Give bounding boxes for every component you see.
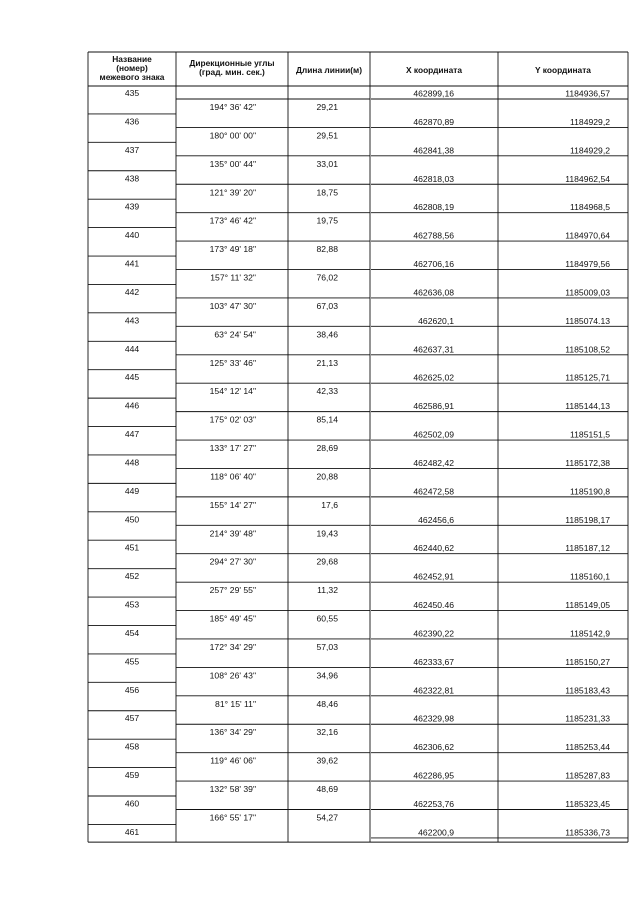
point-y: 1185198,17 [565, 514, 610, 525]
point-x: 462200,9 [418, 827, 454, 838]
segment-angle: 155° 14' 27" [209, 499, 256, 510]
point-y: 1184936,57 [565, 88, 610, 99]
point-y: 1184929,2 [570, 116, 610, 127]
segment-length: 34,96 [316, 670, 338, 681]
point-y: 1185287,83 [565, 770, 610, 781]
point-y: 1184929,2 [570, 145, 610, 156]
segment-angle: 81° 15' 11" [215, 698, 256, 709]
segment-length: 33,01 [316, 158, 338, 169]
segment-angle: 257° 29' 55" [209, 585, 256, 596]
segment-length: 76,02 [316, 272, 338, 283]
point-x: 462636,08 [413, 287, 454, 298]
segment-length: 82,88 [316, 244, 338, 255]
point-name: 459 [124, 770, 140, 781]
segment-angle: 119° 46' 06" [210, 755, 256, 766]
point-x: 462472,58 [413, 486, 454, 497]
segment-angle: 135° 00' 44" [209, 158, 256, 169]
point-y: 1185231,33 [565, 713, 610, 724]
point-name: 442 [124, 286, 140, 297]
point-x: 462390,22 [413, 628, 454, 639]
point-name: 449 [124, 485, 140, 496]
point-y: 1185108,52 [565, 344, 610, 355]
segment-angle: 173° 49' 18" [209, 244, 256, 255]
segment-length: 19,75 [316, 215, 338, 226]
point-y: 1184970,64 [565, 230, 610, 241]
segment-angle: 166° 55' 17" [209, 812, 256, 823]
point-y: 1185253,44 [565, 742, 610, 753]
point-name: 451 [124, 542, 140, 553]
point-y: 1185125,71 [565, 372, 610, 383]
point-x: 462482,42 [413, 457, 454, 468]
segment-length: 60,55 [316, 613, 338, 624]
header-length: Длина линии(м) [295, 65, 363, 75]
point-y: 1185172,38 [565, 457, 610, 468]
point-y: 1185183,43 [565, 685, 610, 696]
segment-angle: 133° 17' 27" [209, 443, 256, 454]
point-x: 462818,03 [413, 173, 454, 184]
point-name: 460 [124, 798, 140, 809]
point-y: 1185151,5 [570, 429, 610, 440]
point-y: 1185190,8 [570, 486, 610, 497]
segment-length: 11,32 [317, 585, 338, 596]
segment-angle: 173° 46' 42" [209, 215, 256, 226]
point-x: 462706,16 [413, 259, 454, 270]
segment-angle: 103° 47' 30" [209, 300, 256, 311]
point-y: 1185074.13 [565, 315, 610, 326]
header-angle: (град. мин. сек.) [199, 67, 265, 77]
point-x: 462586,91 [413, 401, 454, 412]
segment-angle: 185° 49' 45" [209, 613, 256, 624]
header-name: (номер) [116, 63, 148, 73]
segment-length: 18,75 [316, 187, 338, 198]
segment-length: 21,13 [316, 357, 338, 368]
segment-length: 42,33 [316, 386, 338, 397]
point-x: 462253,76 [413, 799, 454, 809]
segment-angle: 194° 36' 42" [209, 102, 256, 112]
segment-length: 20,88 [316, 471, 338, 482]
segment-length: 29,21 [316, 102, 338, 112]
segment-length: 39,62 [316, 755, 338, 766]
point-name: 439 [124, 201, 140, 212]
point-name: 455 [124, 656, 140, 667]
point-name: 445 [124, 372, 140, 383]
segment-length: 32,16 [316, 727, 338, 738]
point-name: 450 [124, 514, 140, 525]
point-x: 462788,56 [413, 230, 454, 241]
header-angle: Дирекционные углы [189, 58, 275, 68]
segment-angle: 63° 24' 54" [214, 329, 256, 340]
segment-angle: 118° 06' 40" [210, 471, 256, 482]
point-name: 456 [124, 684, 140, 695]
point-x: 462440,62 [413, 543, 454, 554]
point-x: 462456,6 [418, 514, 454, 525]
segment-length: 57,03 [316, 641, 338, 652]
segment-length: 48,46 [316, 698, 338, 709]
point-x: 462322,81 [413, 685, 454, 696]
point-y: 1185150,27 [565, 656, 610, 667]
point-x: 462452,91 [413, 571, 454, 582]
point-x: 462620,1 [418, 315, 454, 326]
point-y: 1185160,1 [570, 571, 610, 582]
table-grid [88, 52, 628, 842]
table-header [100, 54, 592, 82]
segment-length: 38,46 [316, 329, 338, 340]
point-name: 452 [124, 571, 140, 582]
segment-length: 28,69 [316, 443, 338, 454]
table-body [125, 88, 610, 837]
point-name: 448 [124, 457, 140, 468]
header-y: Y координата [535, 65, 591, 75]
segment-angle: 157° 11' 32" [210, 272, 256, 283]
point-name: 443 [124, 315, 140, 326]
point-name: 457 [124, 713, 140, 724]
segment-length: 29,51 [316, 130, 338, 141]
point-name: 454 [124, 627, 140, 638]
segment-angle: 108° 26' 43" [209, 670, 256, 681]
segment-length: 19,43 [316, 528, 338, 539]
point-y: 1185323,45 [565, 799, 610, 809]
header-name: Название [112, 54, 152, 64]
segment-angle: 121° 39' 20" [209, 187, 256, 198]
point-name: 438 [124, 173, 140, 184]
point-name: 458 [124, 741, 140, 752]
point-y: 1184979,56 [565, 259, 610, 270]
point-x: 462329,98 [413, 713, 454, 724]
point-x: 462306,62 [413, 742, 454, 753]
point-y: 1185009,03 [565, 287, 610, 298]
segment-length: 54,27 [316, 812, 338, 823]
point-x: 462808,19 [413, 202, 454, 213]
point-y: 1184962,54 [565, 173, 610, 184]
segment-angle: 214° 39' 48" [209, 528, 256, 539]
segment-length: 67,03 [316, 300, 338, 311]
point-name: 447 [124, 429, 140, 440]
point-name: 441 [124, 258, 140, 269]
point-y: 1185187,12 [565, 543, 610, 554]
point-name: 446 [124, 400, 140, 411]
segment-length: 85,14 [316, 414, 338, 425]
segment-angle: 294° 27' 30" [209, 556, 256, 567]
segment-angle: 154° 12' 14" [209, 386, 256, 397]
point-name: 437 [124, 144, 140, 155]
point-y: 1185142,9 [570, 628, 610, 639]
point-name: 444 [124, 343, 140, 354]
segment-angle: 136° 34' 29" [209, 727, 256, 738]
header-x: Х координата [405, 65, 463, 75]
segment-length: 48,69 [316, 784, 338, 795]
segment-angle: 172° 34' 29" [209, 641, 256, 652]
point-x: 462286,95 [413, 770, 454, 781]
point-name: 435 [124, 88, 140, 98]
point-name: 440 [124, 230, 140, 241]
point-y: 1185336,73 [565, 827, 610, 838]
segment-length: 29,68 [316, 556, 338, 567]
segment-angle: 132° 58' 39" [209, 784, 256, 795]
point-x: 462625,02 [413, 372, 454, 383]
point-x: 462333,67 [413, 656, 454, 667]
header-name: межевого знака [99, 72, 165, 82]
point-x: 462841,38 [413, 145, 454, 156]
point-y: 1185144,13 [565, 401, 610, 412]
point-y: 1185149,05 [565, 600, 610, 611]
segment-angle: 125° 33' 46" [209, 357, 256, 368]
segment-angle: 175° 02' 03" [209, 414, 256, 425]
point-x: 462637,31 [413, 344, 454, 355]
point-name: 436 [124, 116, 140, 127]
segment-length: 17,6 [321, 499, 338, 510]
point-x: 462870,89 [413, 116, 454, 127]
point-y: 1184968,5 [570, 202, 610, 213]
segment-angle: 180° 00' 00" [209, 130, 256, 141]
point-name: 453 [124, 599, 140, 610]
point-x: 462899,16 [413, 88, 454, 99]
point-x: 462450.46 [413, 600, 454, 611]
point-x: 462502,09 [413, 429, 454, 440]
point-name: 461 [124, 826, 140, 837]
